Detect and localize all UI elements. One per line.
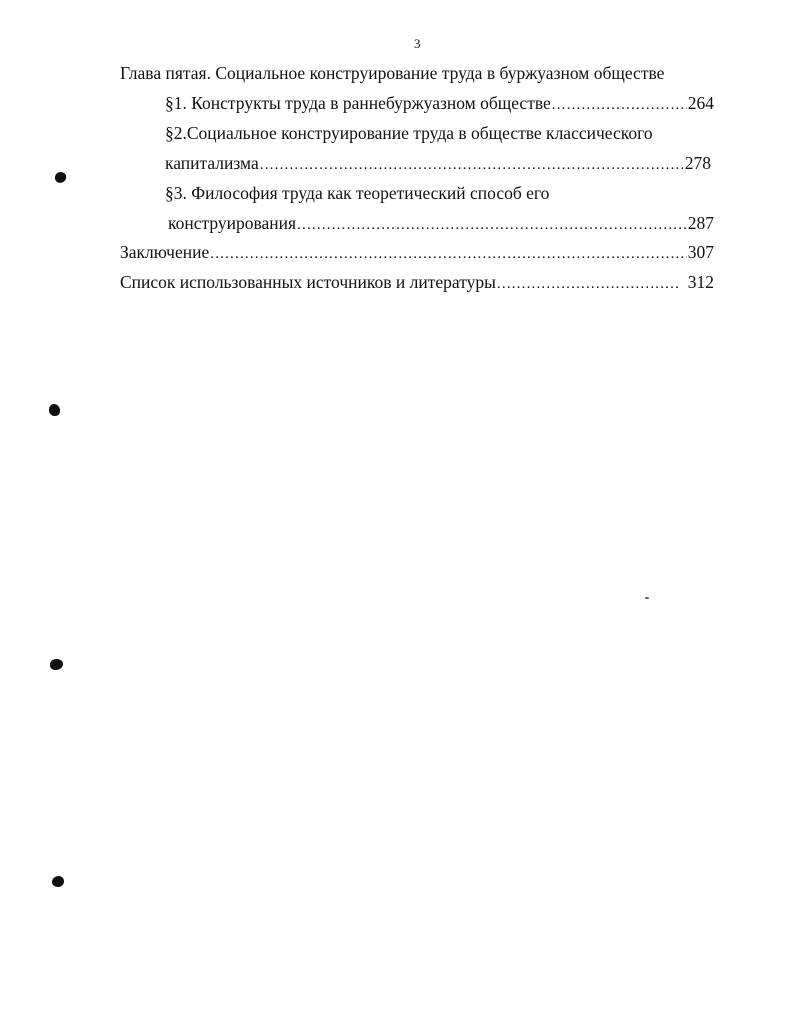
toc-entry-section-2-line-2 [165,152,711,176]
section-3-label-line-2: конструирования [168,213,297,233]
section-1-page: 264 [687,93,714,113]
dot-leader [552,94,687,116]
punch-hole-mark [53,170,67,184]
conclusion-page: 307 [687,242,714,262]
dot-leader [297,214,687,236]
scan-speck [645,597,649,599]
toc-entry-references [120,271,714,295]
dot-leader [497,273,679,295]
section-1-label: §1. Конструкты труда в раннебуржуазном обществе [165,93,551,113]
punch-hole-mark [52,876,64,887]
page-number: 3 [414,36,421,51]
section-3-label-line-1: §3. Философия труда как теоретический способ его [165,183,550,203]
conclusion-label: Заключение [120,242,210,262]
chapter-title-text: Глава пятая. Социальное конструирование труда в буржуазном обществе [120,63,665,83]
section-2-page: 278 [684,153,711,173]
toc-chapter-title [120,62,664,84]
toc-entry-section-2-line-1 [165,122,653,144]
dot-leader [260,154,684,176]
toc-entry-conclusion [120,241,714,265]
toc-entry-section-3-line-2 [168,212,714,236]
references-page: 312 [687,272,714,292]
section-2-label-line-1: §2.Социальное конструирование труда в обществе классического [165,123,653,143]
dot-leader [210,243,687,265]
toc-entry-section-1 [165,92,714,116]
section-2-label-line-2: капитализма [165,153,259,173]
toc-entry-section-3-line-1 [165,182,549,204]
punch-hole-mark [49,404,60,416]
references-label: Список использованных источников и литературы [120,272,496,292]
punch-hole-mark [50,659,63,670]
section-3-page: 287 [687,213,714,233]
